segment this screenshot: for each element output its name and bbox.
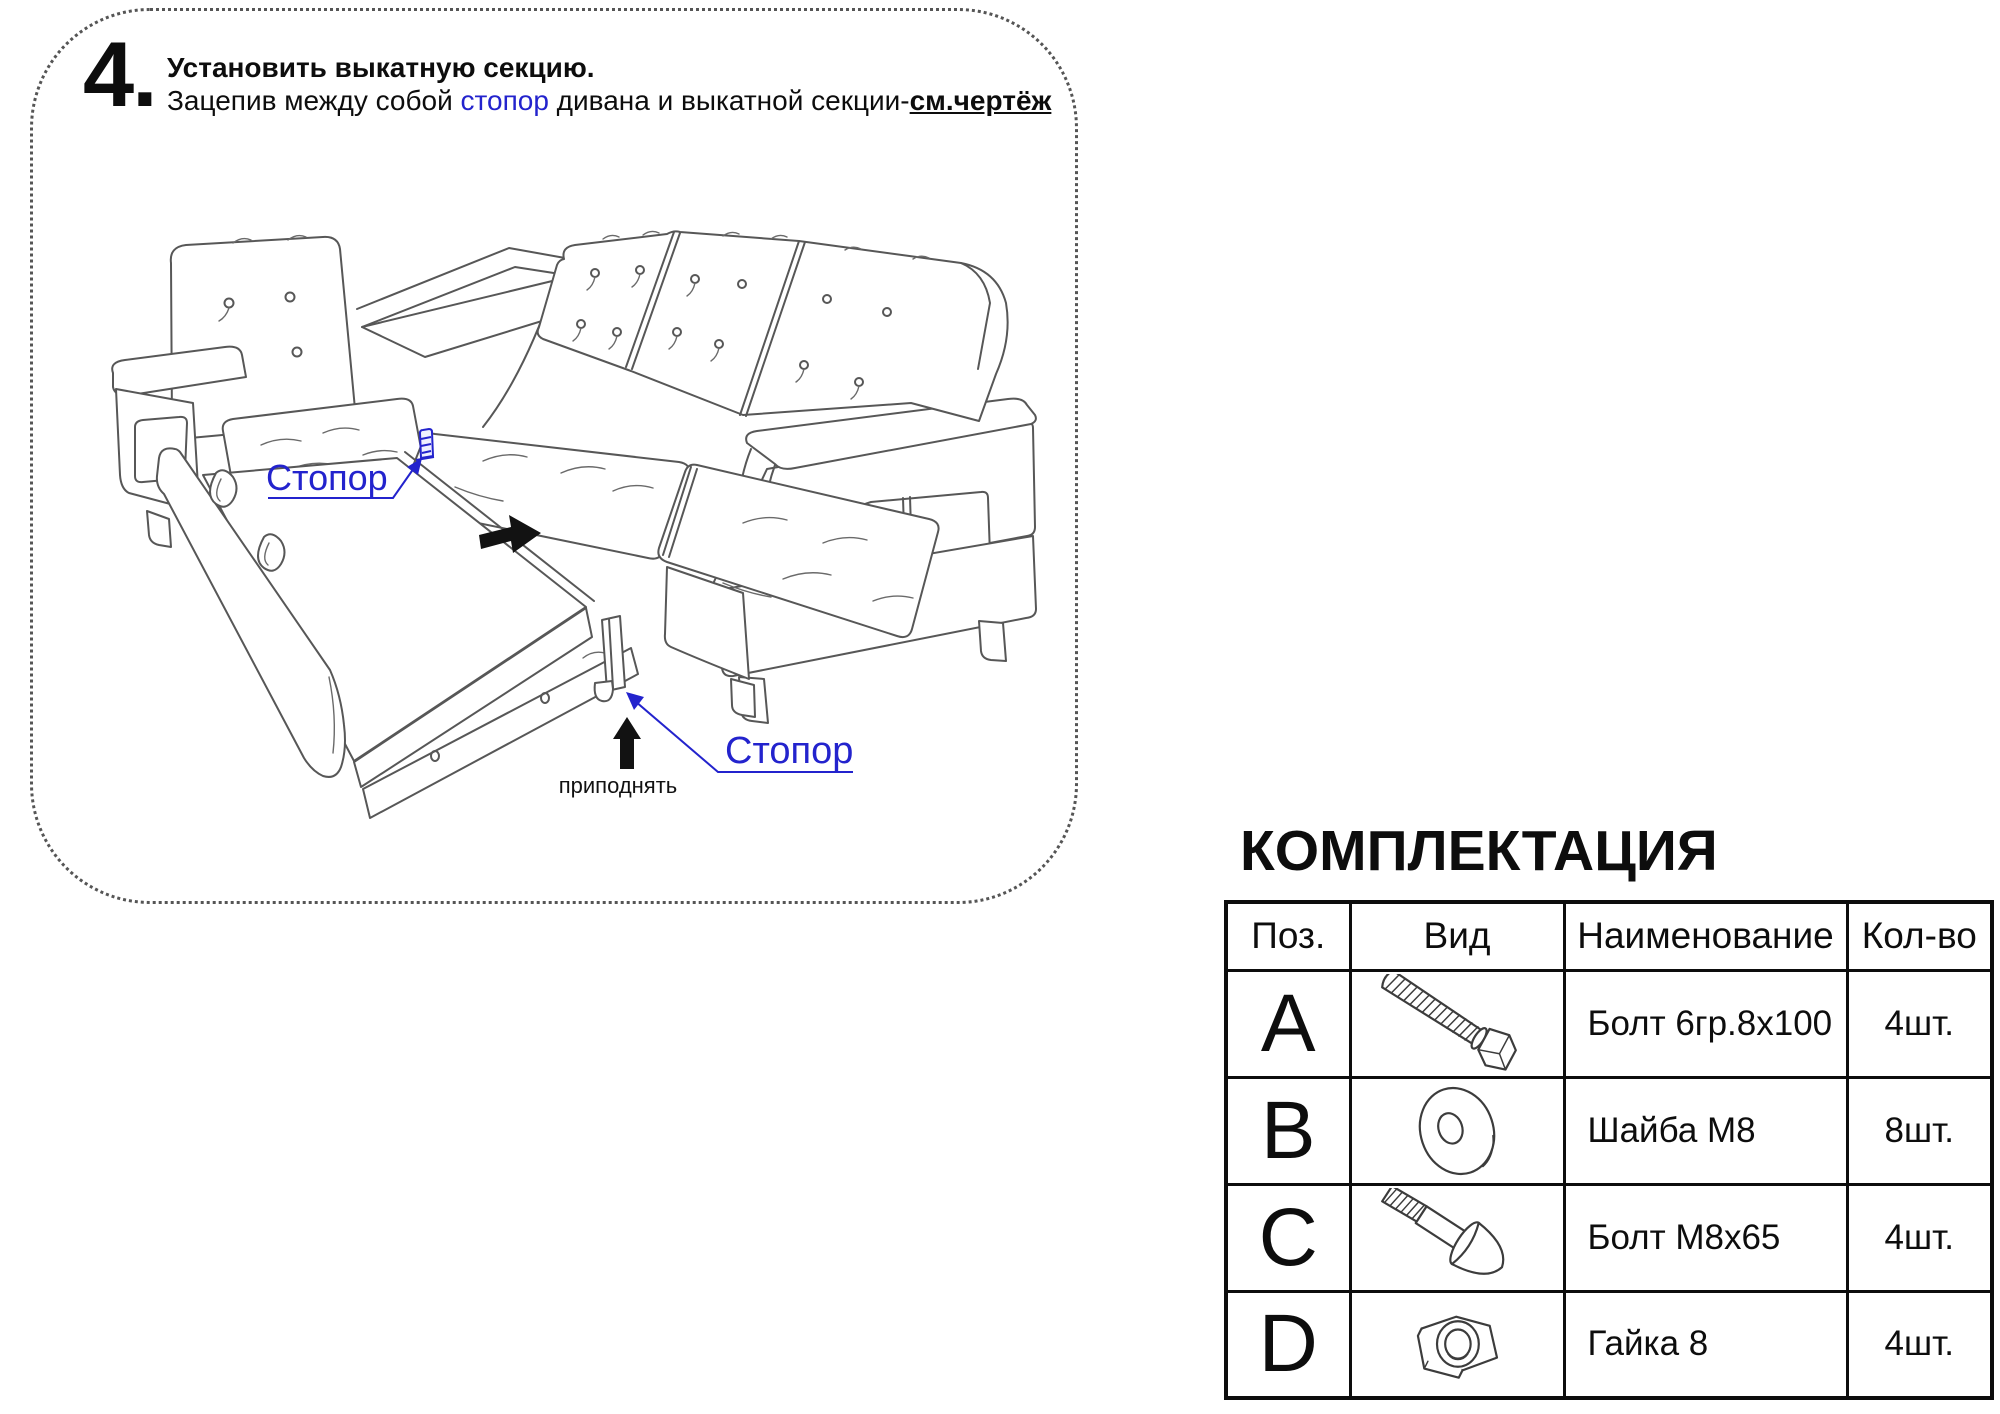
- col-header-name: Наименование: [1564, 902, 1847, 970]
- step-4-panel: [30, 8, 1078, 904]
- washer-icon: [1357, 1081, 1557, 1181]
- parts-table: [1224, 900, 1994, 1400]
- part-c-view: [1350, 1184, 1564, 1291]
- part-c-position: C: [1226, 1184, 1350, 1291]
- lift-arrow: [613, 717, 641, 769]
- part-a-position: A: [1226, 970, 1350, 1077]
- part-b-qty: 8шт.: [1847, 1077, 1992, 1184]
- carriage-bolt-icon: [1357, 1188, 1557, 1288]
- subtitle-stopper-word: стопор: [460, 85, 549, 116]
- subtitle-prefix: Зацепив между собой: [167, 85, 461, 116]
- part-c-name: Болт М8х65: [1564, 1184, 1847, 1291]
- table-row: [1226, 1291, 1992, 1398]
- kit-title: КОМПЛЕКТАЦИЯ: [1240, 819, 1718, 883]
- step-title: Установить выкатную секцию.: [167, 52, 595, 83]
- step-number: 4.: [83, 24, 156, 126]
- part-a-view: [1350, 970, 1564, 1077]
- part-b-name: Шайба М8: [1564, 1077, 1847, 1184]
- subtitle-middle: дивана и выкатной секции-: [548, 85, 910, 116]
- parts-table-header-row: [1226, 902, 1992, 970]
- stopper-label-bottom: Стопор: [725, 730, 854, 772]
- step-subtitle: [167, 84, 1051, 117]
- sofa-back-cushions: [538, 231, 1008, 421]
- part-d-qty: 4шт.: [1847, 1291, 1992, 1398]
- table-row: [1226, 1184, 1992, 1291]
- stopper-label-top: Стопор: [266, 457, 388, 498]
- sofa-assembly-diagram: [83, 131, 1043, 831]
- part-a-name: Болт 6гр.8х100: [1564, 970, 1847, 1077]
- part-d-name: Гайка 8: [1564, 1291, 1847, 1398]
- part-d-view: [1350, 1291, 1564, 1398]
- part-b-position: B: [1226, 1077, 1350, 1184]
- subtitle-drawing-reference: см.чертёж: [909, 85, 1052, 116]
- col-header-qty: Кол-во: [1847, 902, 1992, 970]
- part-c-qty: 4шт.: [1847, 1184, 1992, 1291]
- part-d-position: D: [1226, 1291, 1350, 1398]
- part-a-qty: 4шт.: [1847, 970, 1992, 1077]
- table-row: [1226, 970, 1992, 1077]
- table-row: [1226, 1077, 1992, 1184]
- col-header-view: Вид: [1350, 902, 1564, 970]
- step-instructions: [167, 51, 1051, 117]
- part-b-view: [1350, 1077, 1564, 1184]
- col-header-position: Поз.: [1226, 902, 1350, 970]
- hex-bolt-icon: [1357, 974, 1557, 1074]
- hex-nut-icon: [1357, 1294, 1557, 1394]
- lift-label: приподнять: [558, 773, 678, 798]
- stopper-pin: [420, 429, 433, 458]
